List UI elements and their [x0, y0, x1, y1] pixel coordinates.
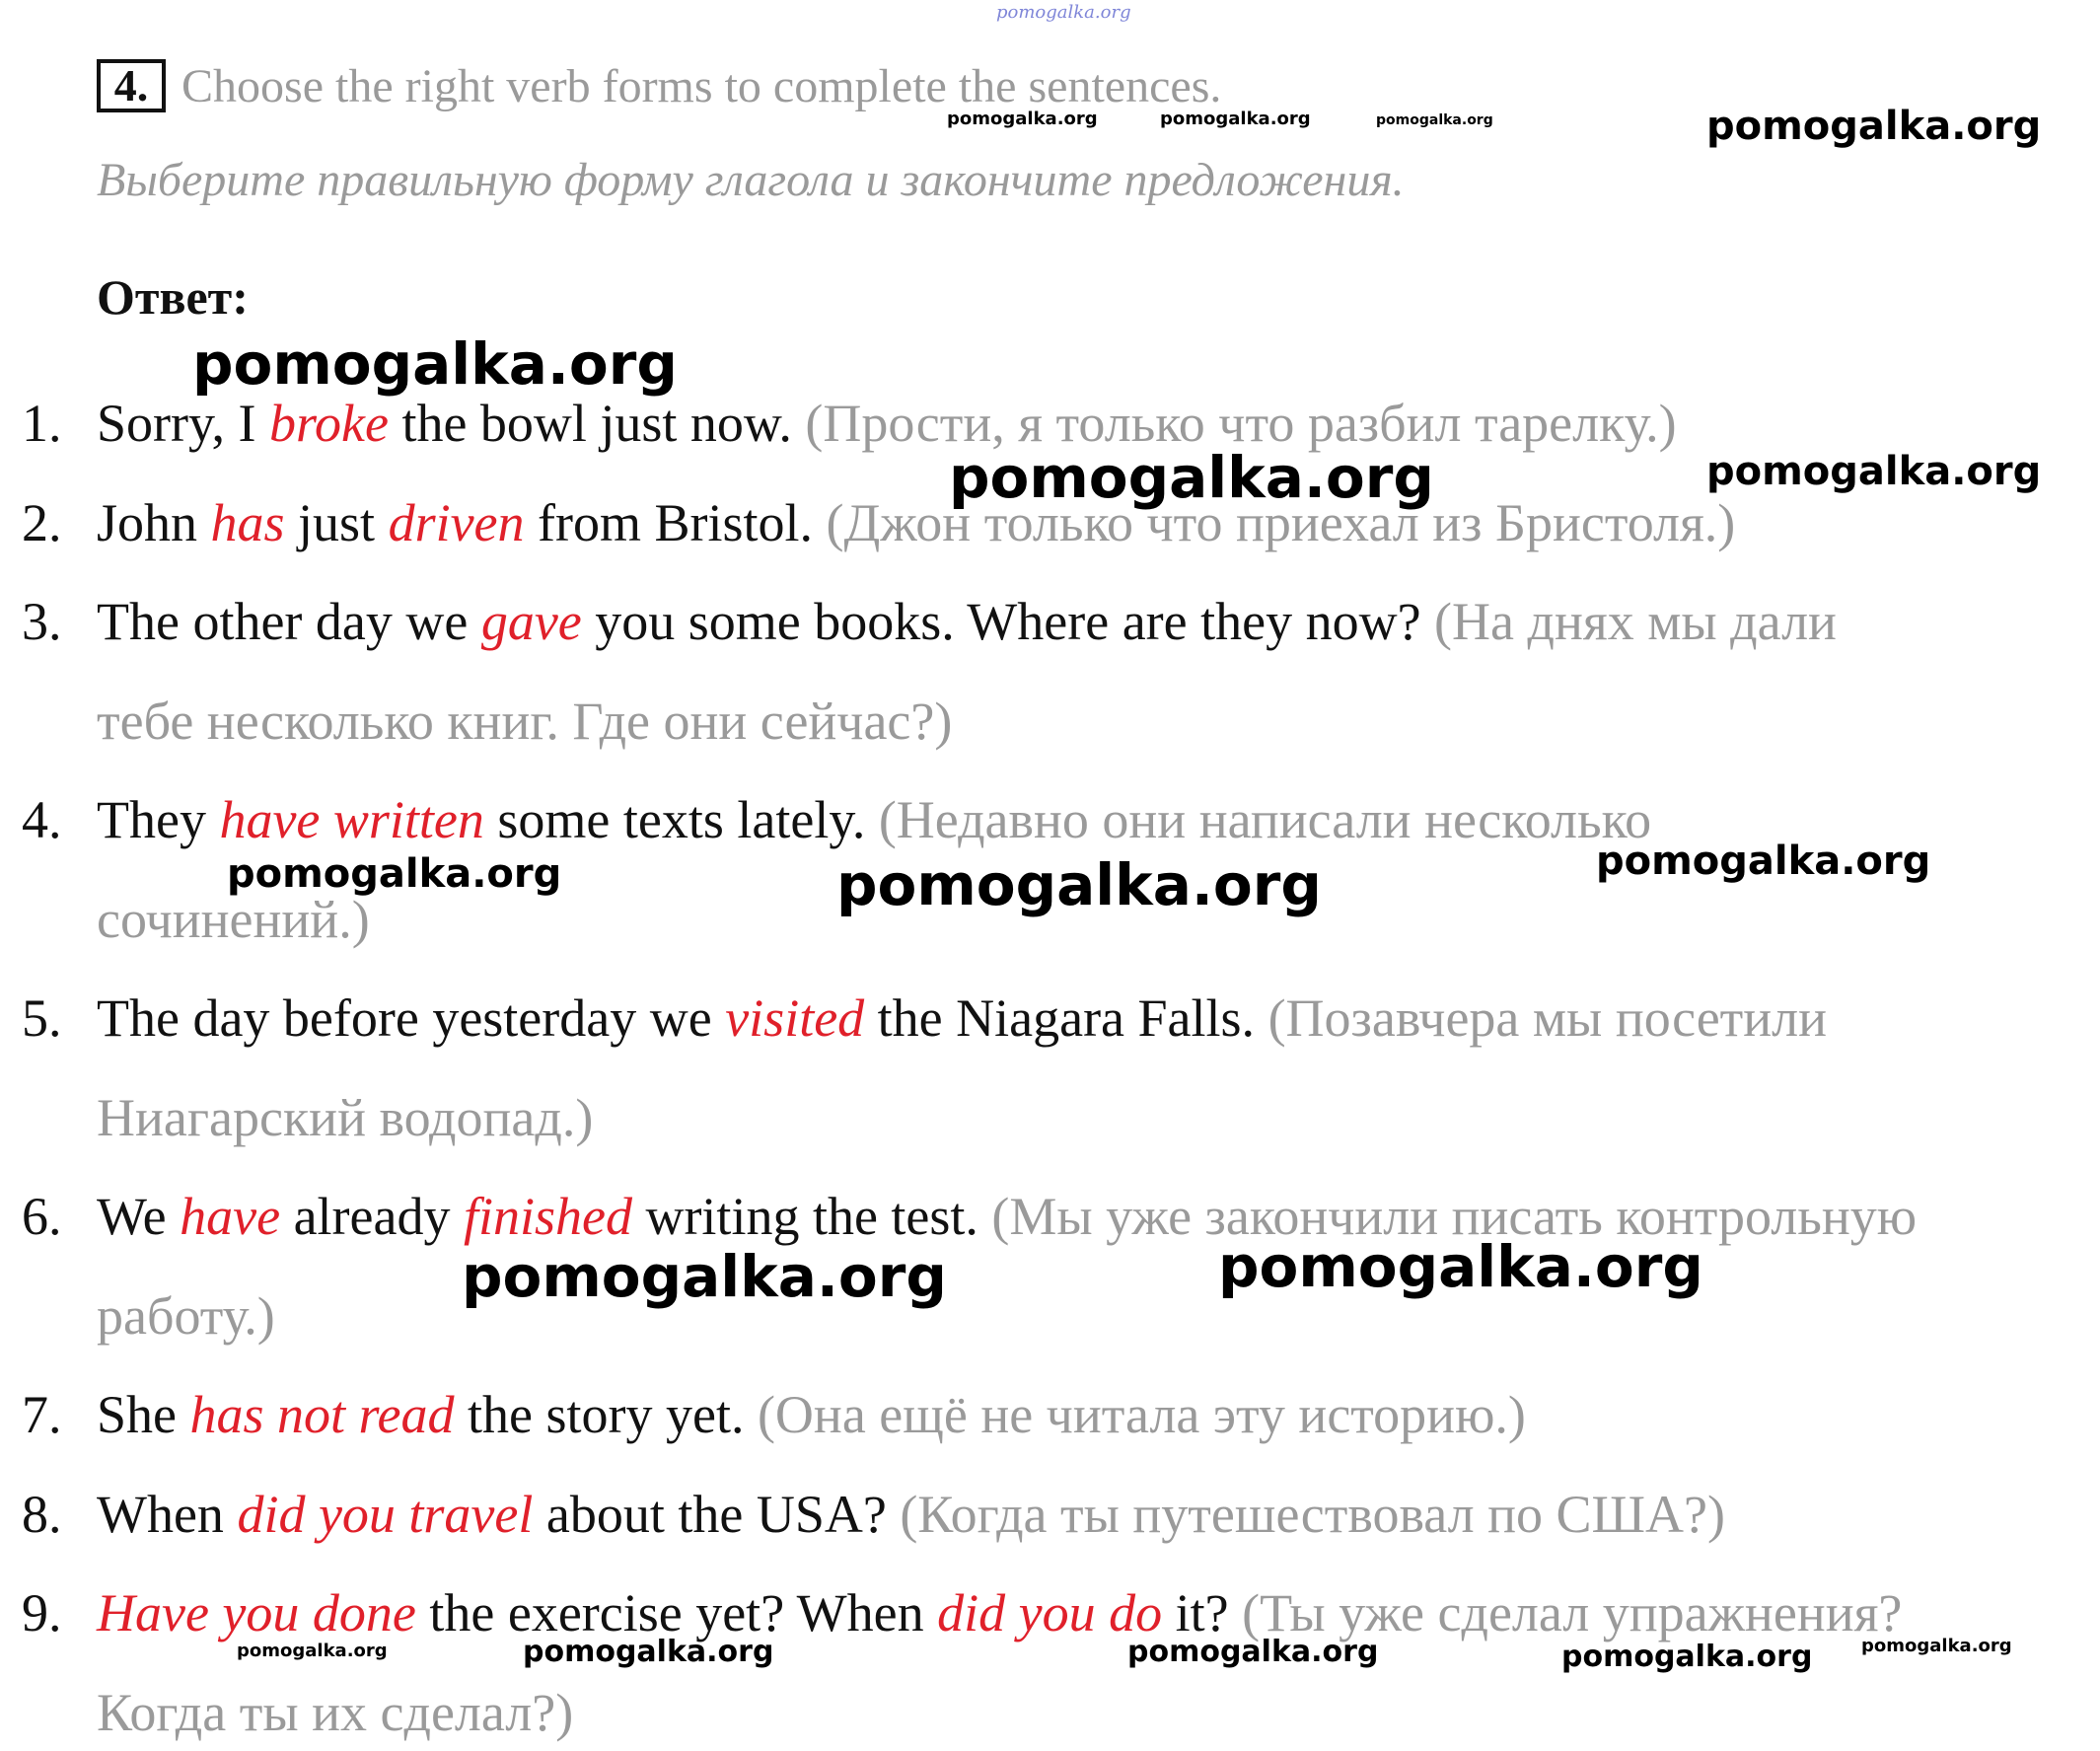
- verb-answer: broke: [268, 394, 389, 453]
- translation-text: (Прости, я только что разбил тарелку.): [805, 394, 1677, 453]
- answer-number: 1.: [22, 394, 62, 453]
- watermark: pomogalka.org: [1218, 1233, 1703, 1300]
- verb-answer: did you do: [937, 1583, 1163, 1642]
- answer-line: [97, 789, 1651, 850]
- exercise-number: 4.: [97, 59, 166, 112]
- sentence-text: the exercise yet? When: [415, 1583, 938, 1642]
- instruction-russian: Выберите правильную форму глагола и закончите предложения.: [97, 154, 1405, 206]
- answer-line: [97, 1087, 593, 1148]
- watermark: pomogalka.org: [523, 1635, 774, 1669]
- watermark: pomogalka.org: [462, 1243, 947, 1310]
- sentence-text: already: [280, 1187, 464, 1246]
- watermark: pomogalka.org: [1706, 449, 2042, 494]
- answer-label: Ответ:: [97, 269, 249, 325]
- translation-text: тебе несколько книг. Где они сейчас?): [97, 691, 953, 751]
- sentence-text: We: [97, 1187, 181, 1246]
- verb-answer: Have you done: [97, 1583, 416, 1642]
- sentence-text: writing the test.: [631, 1187, 992, 1246]
- watermark: pomogalka.org: [1596, 839, 1931, 884]
- verb-answer: has: [210, 492, 285, 552]
- sentence-text: John: [97, 492, 211, 552]
- sentence-text: the story yet.: [454, 1385, 758, 1444]
- translation-text: сочинений.): [97, 889, 370, 949]
- sentence-text: Sorry, I: [97, 394, 269, 453]
- sentence-text: They: [97, 790, 220, 849]
- sentence-text: The other day we: [97, 592, 481, 651]
- watermark: pomogalka.org: [1127, 1635, 1379, 1669]
- translation-text: (Мы уже закончили писать контрольную: [991, 1187, 1918, 1246]
- watermark: pomogalka.org: [227, 851, 562, 897]
- verb-answer: have written: [219, 790, 484, 849]
- watermark: pomogalka.org: [1160, 109, 1311, 129]
- answer-number: 3.: [22, 592, 62, 651]
- translation-text: (Позавчера мы посетили: [1267, 988, 1828, 1048]
- watermark: pomogalka.org: [1561, 1640, 1813, 1674]
- sentence-text: the Niagara Falls.: [864, 988, 1268, 1048]
- verb-answer: driven: [388, 492, 525, 552]
- sentence-text: The day before yesterday we: [97, 988, 726, 1048]
- watermark: pomogalka.org: [1706, 104, 2042, 149]
- sentence-text: you some books. Where are they now?: [581, 592, 1435, 651]
- answer-line: [97, 691, 952, 752]
- answer-line: [97, 889, 370, 950]
- sentence-text: the bowl just now.: [388, 394, 806, 453]
- translation-text: Ниагарский водопад.): [97, 1087, 594, 1147]
- answer-line: [97, 492, 1735, 553]
- watermark: pomogalka.org: [947, 109, 1098, 129]
- answer-number: 7.: [22, 1385, 62, 1444]
- verb-answer: did you travel: [237, 1484, 534, 1544]
- translation-text: (Когда ты путешествовал по США?): [900, 1484, 1725, 1544]
- sentence-text: about the USA?: [533, 1484, 901, 1544]
- answer-number: 8.: [22, 1484, 62, 1544]
- translation-text: работу.): [97, 1285, 275, 1346]
- answer-number: 9.: [22, 1583, 62, 1642]
- watermark: pomogalka.org: [949, 444, 1434, 511]
- sentence-text: She: [97, 1385, 190, 1444]
- answer-line: [97, 1384, 1526, 1445]
- sentence-text: just: [284, 492, 389, 552]
- answer-number: 6.: [22, 1187, 62, 1246]
- answer-number: 5.: [22, 988, 62, 1048]
- answer-line: [97, 1682, 573, 1743]
- sentence-text: from Bristol.: [524, 492, 827, 552]
- answer-line: [97, 987, 1827, 1049]
- answer-number: 4.: [22, 790, 62, 849]
- translation-text: (Недавно они написали несколько: [878, 790, 1652, 849]
- answer-line: [97, 1285, 275, 1347]
- watermark: pomogalka.org: [836, 851, 1322, 918]
- answer-line: [97, 1582, 1902, 1643]
- answer-line: [97, 1484, 1725, 1545]
- instruction-english: Choose the right verb forms to complete the sentences.: [181, 60, 1222, 112]
- watermark: pomogalka.org: [996, 2, 1131, 23]
- verb-answer: visited: [725, 988, 865, 1048]
- translation-text: Когда ты их сделал?): [97, 1682, 574, 1742]
- verb-answer: gave: [480, 592, 582, 651]
- watermark: pomogalka.org: [1376, 112, 1493, 128]
- translation-text: (Она ещё не читала эту историю.): [757, 1385, 1526, 1444]
- verb-answer: has not read: [189, 1385, 455, 1444]
- watermark: pomogalka.org: [1861, 1636, 2012, 1656]
- sentence-text: it?: [1162, 1583, 1243, 1642]
- watermark: pomogalka.org: [237, 1641, 388, 1661]
- answer-number: 2.: [22, 492, 62, 552]
- translation-text: (Джон только что приехал из Бристоля.): [826, 492, 1736, 552]
- sentence-text: some texts lately.: [483, 790, 879, 849]
- verb-answer: finished: [463, 1187, 632, 1246]
- answer-line: [97, 591, 1837, 652]
- sentence-text: When: [97, 1484, 238, 1544]
- translation-text: (На днях мы дали: [1434, 592, 1837, 651]
- verb-answer: have: [180, 1187, 281, 1246]
- watermark: pomogalka.org: [192, 330, 678, 398]
- answer-line: [97, 393, 1677, 454]
- translation-text: (Ты уже сделал упражнения?: [1242, 1583, 1903, 1642]
